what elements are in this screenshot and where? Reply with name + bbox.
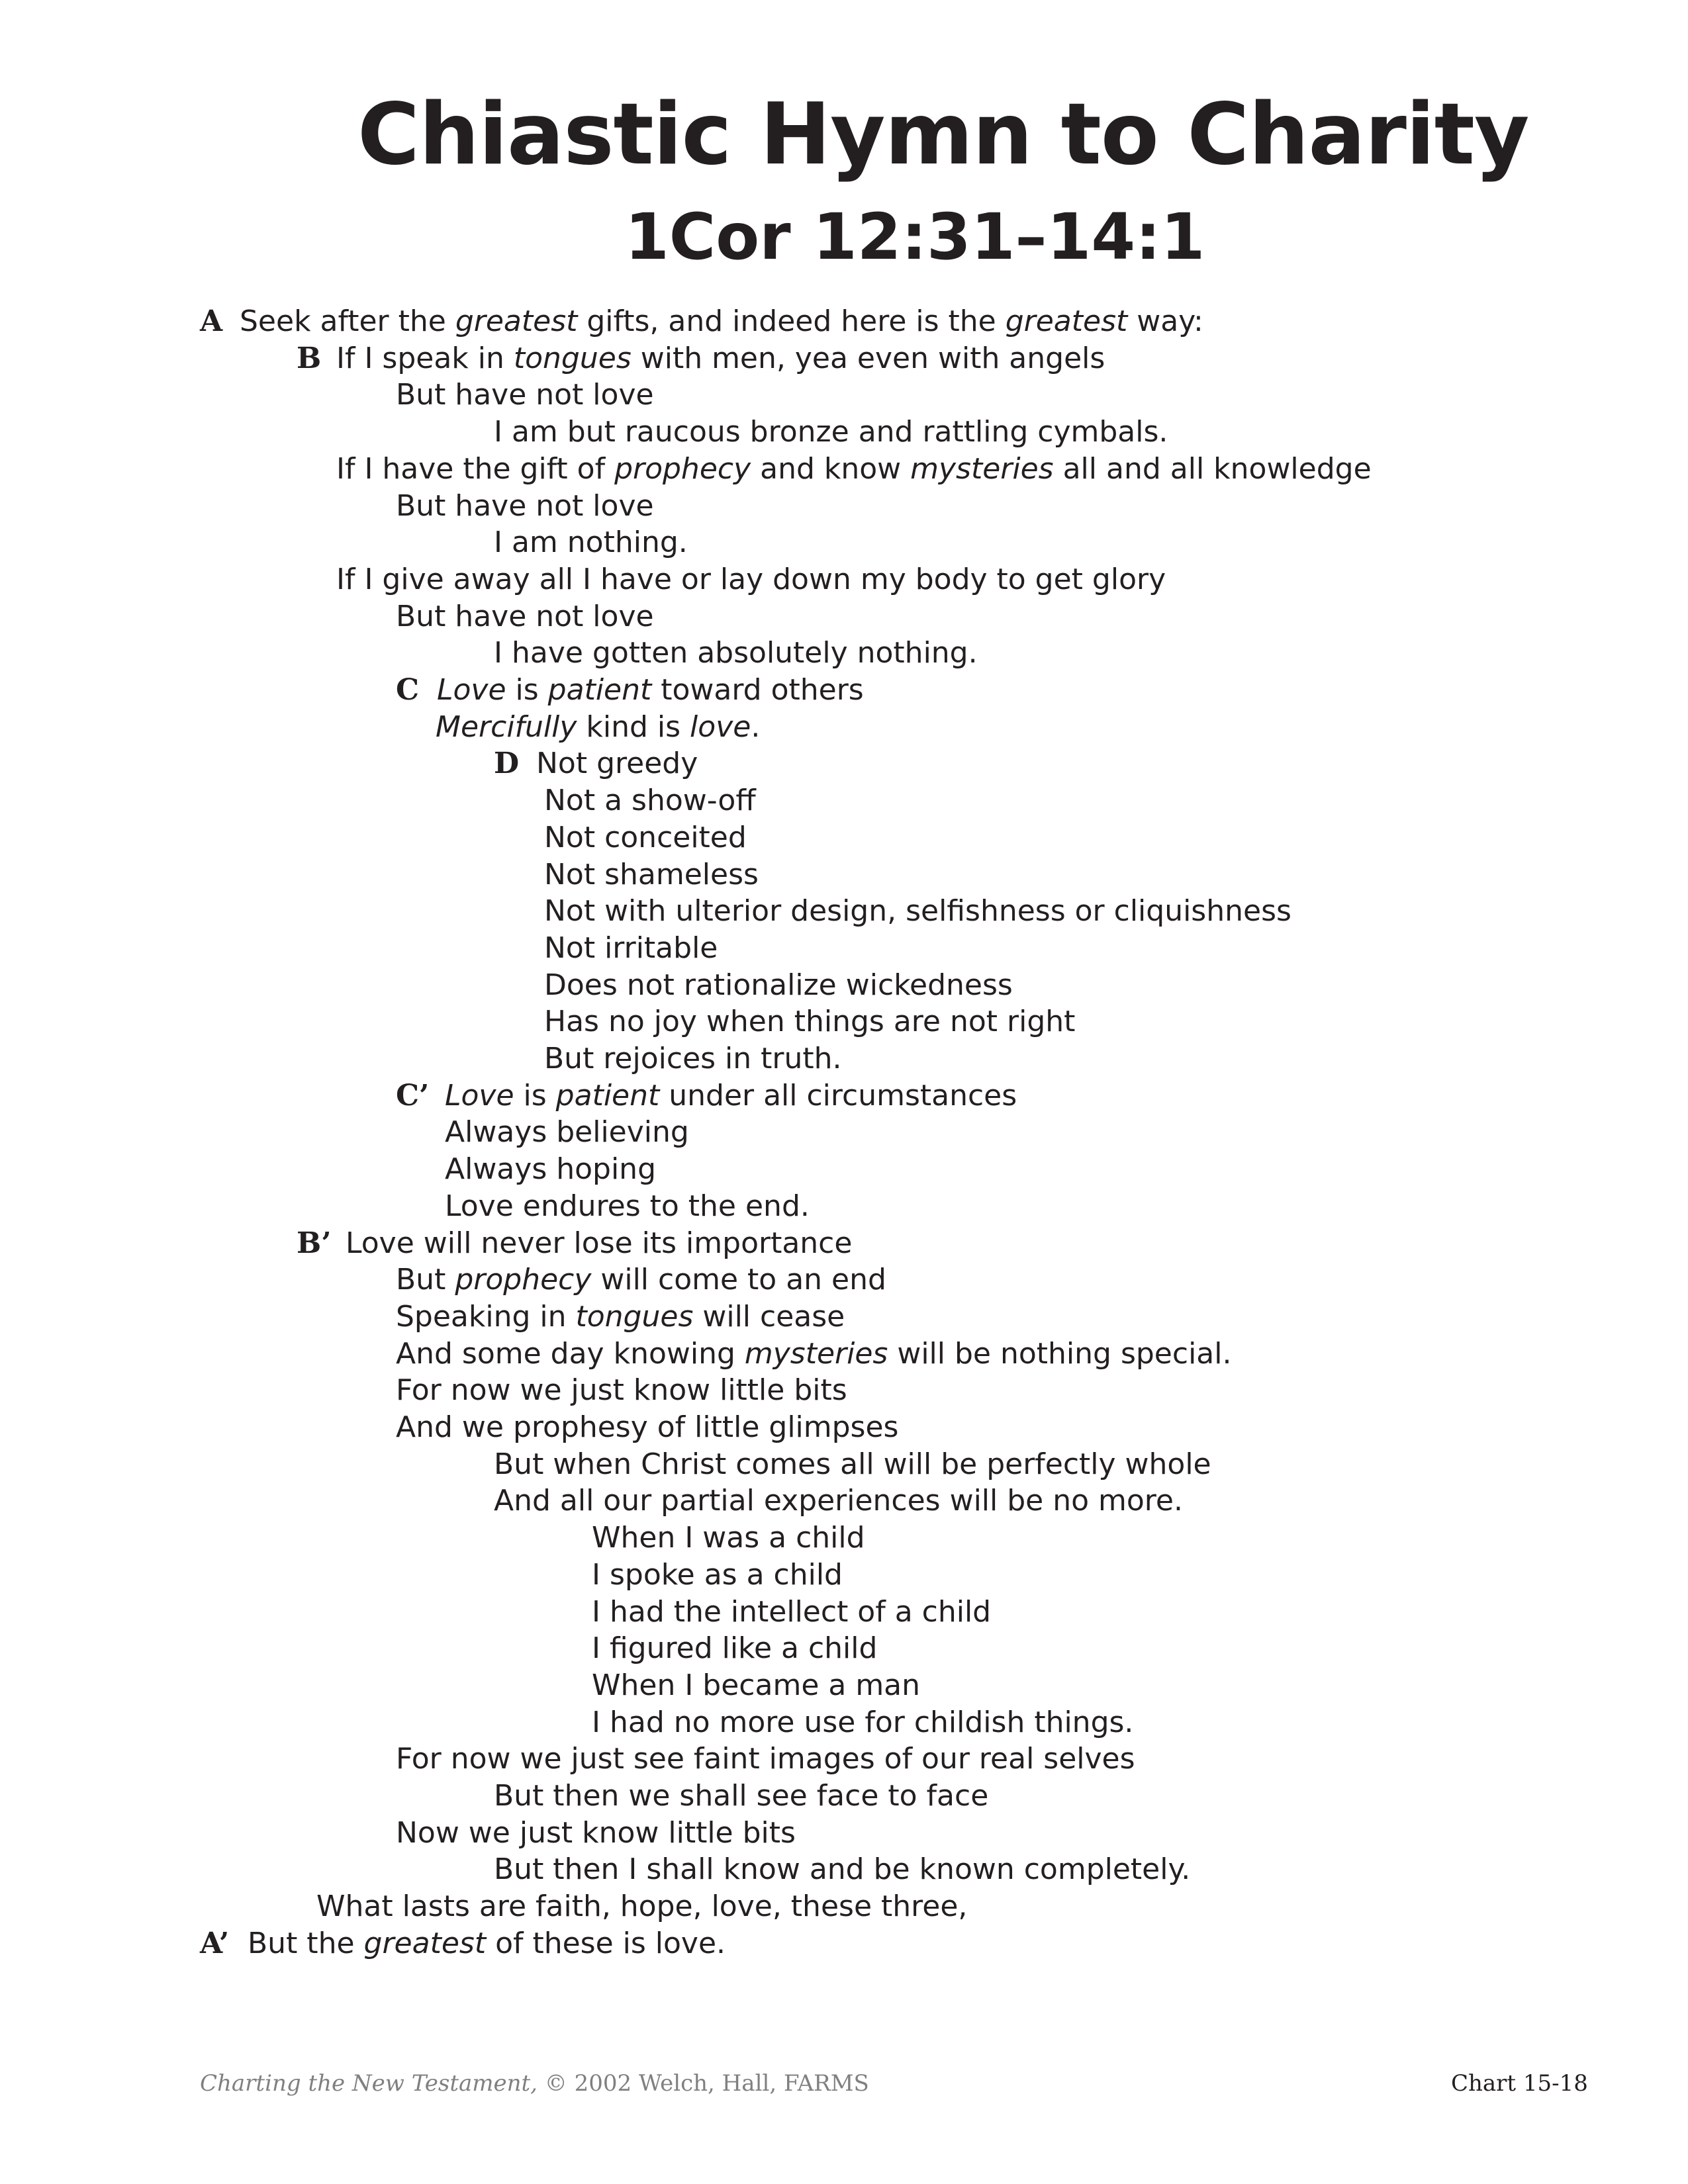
footer-source	[200, 2070, 869, 2097]
section-label: B’	[297, 1226, 332, 1260]
verse-line	[396, 1336, 1231, 1373]
verse-line	[544, 782, 756, 819]
verse-line	[544, 893, 1291, 930]
emphasis-word: patient	[547, 673, 652, 707]
section-label: A’	[200, 1927, 230, 1960]
verse-line	[592, 1630, 877, 1667]
verse-text: Love will never lose its importance	[346, 1226, 853, 1260]
verse-text: Has no joy when things are not right	[544, 1005, 1076, 1038]
verse-text: When I became a man	[592, 1668, 921, 1702]
verse-line	[248, 1925, 726, 1962]
verse-line	[445, 1077, 1017, 1115]
verse-line	[494, 635, 978, 672]
footer-chart-number: Chart 15-18	[1451, 2070, 1588, 2097]
verse-text: of these is love.	[486, 1927, 726, 1960]
verse-text: When I was a child	[592, 1521, 865, 1555]
verse-text: I had no more use for childish things.	[592, 1706, 1134, 1739]
emphasis-word: prophecy	[614, 452, 751, 486]
verse-text: kind is	[577, 710, 690, 744]
verse-text: And all our partial experiences will be no more.	[494, 1484, 1183, 1518]
verse-text: I am but raucous bronze and rattling cymbals.	[494, 415, 1168, 449]
verse-line	[336, 340, 1105, 377]
verse-line	[437, 672, 864, 709]
verse-text: Not a show-off	[544, 784, 756, 817]
footer-source-title: Charting the New Testament,	[200, 2070, 538, 2097]
emphasis-word: greatest	[455, 304, 578, 338]
page-title: Chiastic Hymn to Charity	[357, 85, 1529, 184]
verse-line	[544, 1040, 842, 1077]
verse-line	[445, 1114, 689, 1151]
verse-line	[494, 1778, 988, 1815]
verse-line	[544, 856, 759, 893]
verse-line	[494, 524, 688, 561]
verse-line	[544, 967, 1013, 1004]
verse-text: is	[506, 673, 548, 707]
verse-text: gifts, and indeed here is the	[577, 304, 1006, 338]
verse-text: For now we just see faint images of our real selves	[396, 1742, 1135, 1776]
verse-line	[240, 303, 1203, 340]
verse-line	[436, 709, 760, 746]
emphasis-word: tongues	[575, 1300, 694, 1334]
verse-line	[316, 1888, 967, 1925]
verse-line	[544, 1003, 1075, 1040]
verse-line	[494, 414, 1168, 451]
verse-line	[396, 1372, 847, 1409]
verse-text: way:	[1127, 304, 1203, 338]
verse-text: What lasts are faith, hope, love, these three,	[316, 1889, 968, 1923]
verse-text: Love endures to the end.	[445, 1189, 810, 1223]
verse-text: Now we just know little bits	[396, 1816, 796, 1850]
verse-line	[592, 1704, 1133, 1741]
verse-line	[592, 1520, 865, 1557]
verse-text: is	[514, 1079, 556, 1113]
verse-line	[396, 1815, 796, 1852]
verse-line	[592, 1594, 991, 1631]
verse-text: all and all knowledge	[1053, 452, 1372, 486]
verse-text: under all circumstances	[659, 1079, 1017, 1113]
verse-text: will come to an end	[591, 1263, 886, 1297]
verse-text: For now we just know little bits	[396, 1373, 847, 1407]
verse-text: Not shameless	[544, 858, 759, 891]
verse-text: But when Christ comes all will be perfectly whole	[494, 1447, 1211, 1481]
verse-line	[336, 451, 1372, 488]
verse-text: with men, yea even with angels	[631, 341, 1105, 375]
verse-line	[445, 1151, 656, 1188]
verse-text: But have not love	[396, 378, 654, 412]
verse-line	[494, 1446, 1211, 1483]
emphasis-word: tongues	[513, 341, 632, 375]
verse-line	[396, 1409, 898, 1446]
emphasis-word: Love	[445, 1079, 514, 1113]
page-subtitle: 1Cor 12:31–14:1	[625, 200, 1205, 274]
verse-line	[544, 819, 747, 856]
verse-line	[494, 1482, 1183, 1520]
emphasis-word: mysteries	[910, 452, 1054, 486]
verse-text: I am nothing.	[494, 525, 688, 559]
verse-line	[396, 1741, 1135, 1778]
verse-text: If I have the gift of	[336, 452, 615, 486]
verse-line	[494, 1851, 1190, 1888]
emphasis-word: love	[690, 710, 751, 744]
verse-text: Seek after the	[240, 304, 455, 338]
verse-line	[544, 930, 718, 967]
emphasis-word: Love	[437, 673, 506, 707]
emphasis-word: greatest	[1005, 304, 1128, 338]
verse-text: Not greedy	[536, 747, 698, 780]
verse-text: .	[751, 710, 761, 744]
verse-text: Speaking in	[396, 1300, 576, 1334]
verse-text: Does not rationalize wickedness	[544, 968, 1013, 1002]
section-label: D	[494, 747, 520, 780]
verse-text: will cease	[693, 1300, 845, 1334]
verse-line	[346, 1225, 852, 1262]
section-label: A	[200, 304, 223, 338]
verse-line	[336, 561, 1166, 598]
section-label: C’	[396, 1079, 430, 1113]
emphasis-word: prophecy	[455, 1263, 592, 1297]
emphasis-word: mysteries	[744, 1337, 888, 1371]
verse-text: Not with ulterior design, selfishness or cliquishness	[544, 894, 1291, 928]
verse-text: Not conceited	[544, 821, 747, 854]
verse-text: But have not love	[396, 489, 654, 523]
verse-text: Always hoping	[445, 1152, 656, 1186]
footer-source-rest: © 2002 Welch, Hall, FARMS	[537, 2070, 869, 2097]
verse-text: Not irritable	[544, 931, 718, 965]
verse-text: I spoke as a child	[592, 1558, 843, 1592]
verse-text: If I speak in	[336, 341, 514, 375]
verse-text: But then we shall see face to face	[494, 1779, 989, 1813]
verse-line	[396, 488, 654, 525]
verse-line	[396, 1298, 845, 1336]
verse-line	[396, 1261, 886, 1298]
verse-text: I figured like a child	[592, 1631, 878, 1665]
verse-text: But	[396, 1263, 455, 1297]
emphasis-word: patient	[555, 1079, 660, 1113]
verse-text: But rejoices in truth.	[544, 1042, 842, 1075]
section-label: C	[396, 673, 420, 707]
verse-text: But then I shall know and be known completely.	[494, 1852, 1191, 1886]
verse-line	[592, 1667, 920, 1704]
verse-line	[445, 1188, 810, 1225]
verse-text: If I give away all I have or lay down my body to get glory	[336, 563, 1166, 596]
verse-line	[592, 1557, 843, 1594]
emphasis-word: Mercifully	[436, 710, 577, 744]
verse-line	[536, 745, 698, 782]
verse-text: I had the intellect of a child	[592, 1595, 992, 1629]
verse-text: But the	[248, 1927, 364, 1960]
verse-text: But have not love	[396, 600, 654, 633]
verse-text: And some day knowing	[396, 1337, 745, 1371]
verse-text: and know	[751, 452, 911, 486]
emphasis-word: greatest	[363, 1927, 487, 1960]
verse-text: And we prophesy of little glimpses	[396, 1410, 899, 1444]
verse-text: I have gotten absolutely nothing.	[494, 636, 978, 670]
verse-line	[396, 377, 654, 414]
verse-text: will be nothing special.	[888, 1337, 1232, 1371]
section-label: B	[297, 341, 322, 375]
verse-text: Always believing	[445, 1115, 689, 1149]
verse-text: toward others	[651, 673, 864, 707]
verse-line	[396, 598, 654, 635]
